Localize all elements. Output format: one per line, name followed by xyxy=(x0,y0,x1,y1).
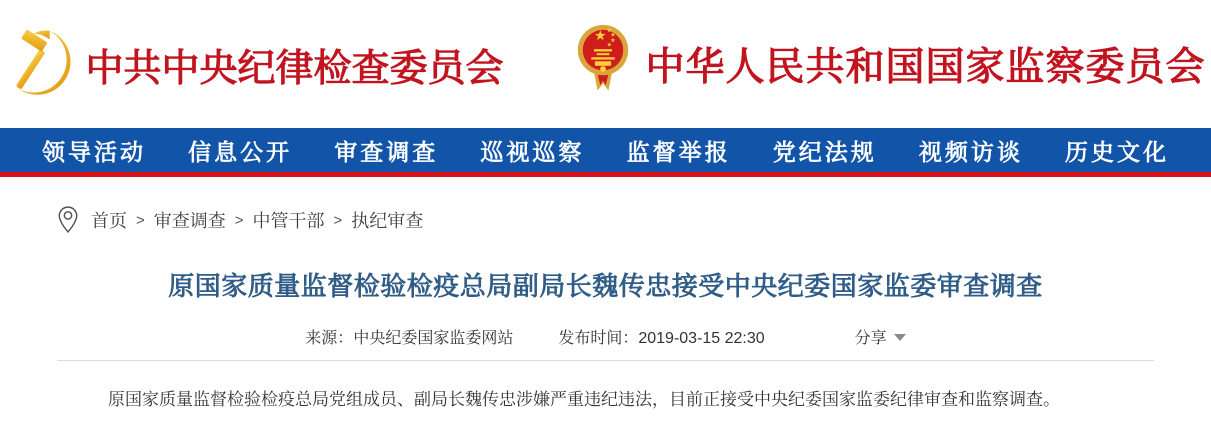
site-header xyxy=(0,0,1211,128)
nav-item-leader-activities[interactable]: 领导活动 xyxy=(42,138,146,165)
article-body: 原国家质量监督检验检疫总局党组成员、副局长魏传忠涉嫌严重违纪违法，目前正接受中央纪委国家监委纪律审查和监察调查。 xyxy=(108,390,1060,409)
source-value: 中央纪委国家监委网站 xyxy=(353,330,514,347)
meta-divider xyxy=(57,360,1154,361)
party-emblem-icon xyxy=(5,21,77,107)
nav-item-video-interviews[interactable]: 视频访谈 xyxy=(918,138,1023,165)
location-pin-icon xyxy=(57,205,79,235)
nav-item-supervision-reporting[interactable]: 监督举报 xyxy=(626,138,731,165)
caret-down-icon xyxy=(894,334,906,341)
nav-item-party-discipline-regulations[interactable]: 党纪法规 xyxy=(772,138,877,165)
article-publish-time xyxy=(558,325,764,348)
nsc-title: 中华人民共和国国家监察委员会 xyxy=(645,46,1206,89)
article-meta xyxy=(0,325,1211,348)
publish-label: 发布时间： xyxy=(558,330,639,347)
article xyxy=(0,266,1211,413)
breadcrumb-home[interactable]: 首页 xyxy=(91,211,127,231)
breadcrumb-central-cadres[interactable]: 中管干部 xyxy=(252,211,325,231)
nav-item-history-culture[interactable]: 历史文化 xyxy=(1064,138,1169,165)
source-label: 来源： xyxy=(305,330,354,347)
breadcrumb-discipline-review[interactable]: 执纪审查 xyxy=(351,211,424,231)
national-emblem-icon xyxy=(576,22,630,106)
breadcrumb-separator: > xyxy=(333,211,343,229)
nav-red-stripe xyxy=(0,172,1211,177)
nav-item-information-disclosure[interactable]: 信息公开 xyxy=(188,138,293,165)
brand-nsc[interactable] xyxy=(576,22,1206,106)
breadcrumb xyxy=(57,204,1211,236)
ccdi-title: 中共中央纪律检查委员会 xyxy=(85,47,504,90)
breadcrumb-separator: > xyxy=(136,211,145,229)
article-title: 原国家质量监督检验检疫总局副局长魏传忠接受中央纪委国家监委审查调查 xyxy=(168,271,1043,301)
publish-value: 2019-03-15 22:30 xyxy=(638,330,765,347)
breadcrumb-review-investigation[interactable]: 审查调查 xyxy=(153,211,226,231)
nav-item-inspection-tours[interactable]: 巡视巡察 xyxy=(480,138,585,165)
main-nav xyxy=(0,128,1211,172)
breadcrumb-separator: > xyxy=(234,211,244,229)
nav-item-review-investigation[interactable]: 审查调查 xyxy=(334,138,439,165)
share-label: 分享 xyxy=(854,330,887,347)
share-button[interactable] xyxy=(855,325,906,348)
article-source xyxy=(305,325,513,348)
brand-ccdi[interactable] xyxy=(5,21,503,107)
